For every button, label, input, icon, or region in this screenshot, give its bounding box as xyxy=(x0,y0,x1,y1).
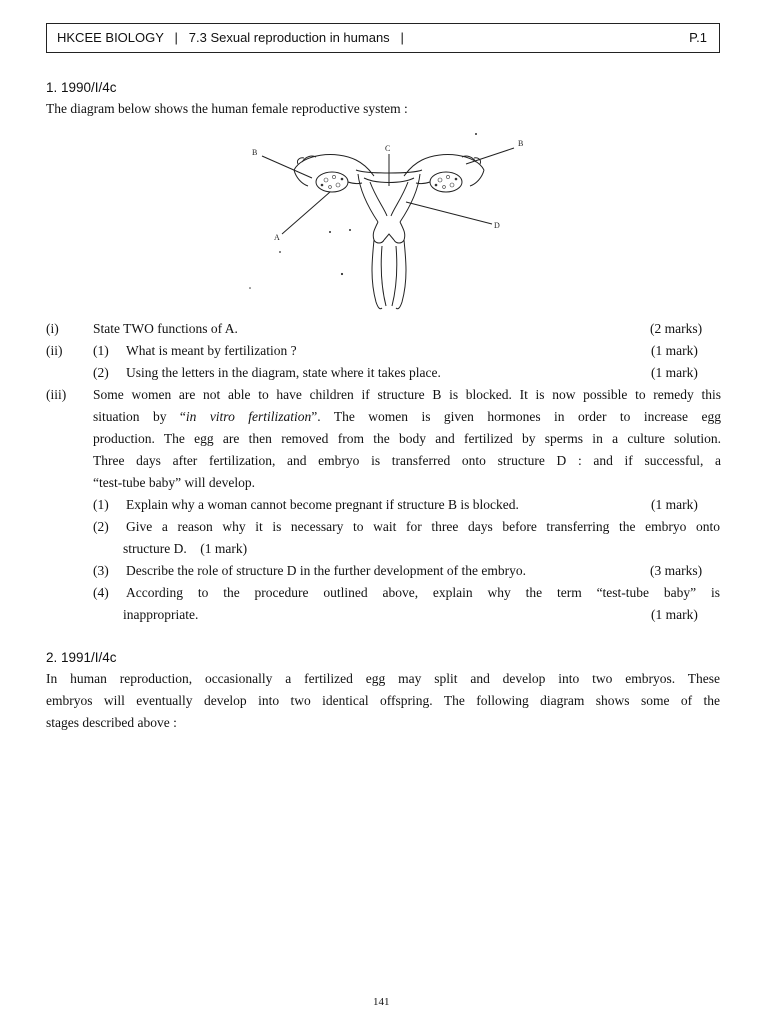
header-topic: 7.3 Sexual reproduction in humans xyxy=(188,30,390,45)
header-separator: | xyxy=(400,30,404,45)
q1-i-number: (i) xyxy=(46,321,59,336)
q1-iii-3-number: (3) xyxy=(93,563,109,578)
q1-ii-2-number: (2) xyxy=(93,365,109,380)
q1-iii-line-4: Three days after fertilization, and embryo is transferred onto structure D : and if successful, a xyxy=(93,453,721,468)
q1-iii-line-3: production. The egg are then removed from the body and fertilized by sperms in a culture solution. xyxy=(93,431,721,446)
diagram-label-a: A xyxy=(274,233,280,242)
q1-iii-1-number: (1) xyxy=(93,497,109,512)
q1-iii-4-marks: (1 mark) xyxy=(651,607,698,622)
header-left xyxy=(57,30,404,45)
q1-i-marks: (2 marks) xyxy=(650,321,703,336)
q1-iii-line-2: situation by “in vitro fertilization”. The women is given hormones in order to increase egg xyxy=(93,409,721,424)
q2-line-1: In human reproduction, occasionally a fertilized egg may split and develop into two embryos. These xyxy=(46,671,720,686)
q1-iii-line-5: “test-tube baby” will develop. xyxy=(93,475,255,490)
q1-iii-2-text-cont: structure D. (1 mark) xyxy=(123,541,248,556)
female-reproductive-system-diagram xyxy=(246,130,536,316)
q1-iii-1-text: Explain why a woman cannot become pregnant if structure B is blocked. xyxy=(126,497,519,512)
q1-iii-2-marks: (1 mark) xyxy=(200,541,248,556)
q1-iii-2-text: Give a reason why it is necessary to wait for three days before transferring the embryo onto xyxy=(126,519,720,534)
q1-iii-3-marks: (3 marks) xyxy=(650,563,703,578)
q2-code: 2. 1991/I/4c xyxy=(46,650,117,665)
q1-iii-2-number: (2) xyxy=(93,519,109,534)
term-in-vitro-fertilization: in vitro fertilization xyxy=(185,409,312,424)
q1-iii-number: (iii) xyxy=(46,387,67,402)
q1-ii-number: (ii) xyxy=(46,343,63,358)
q1-ii-1-text: What is meant by fertilization ? xyxy=(126,343,297,358)
q1-iii-4-text-cont: inappropriate. xyxy=(123,607,199,622)
q2-line-3: stages described above : xyxy=(46,715,177,730)
header-page-number: P.1 xyxy=(689,30,707,45)
q1-code: 1. 1990/I/4c xyxy=(46,80,117,95)
q1-iii-4-text: According to the procedure outlined above, explain why the term “test-tube baby” is xyxy=(126,585,720,600)
q1-i-text: State TWO functions of A. xyxy=(93,321,238,336)
footer-page-number: 141 xyxy=(373,996,390,1008)
q1-ii-1-marks: (1 mark) xyxy=(651,343,698,358)
q1-iii-line-1: Some women are not able to have children if structure B is blocked. It is now possible to remedy this xyxy=(93,387,721,402)
q1-iii-1-marks: (1 mark) xyxy=(651,497,698,512)
diagram-label-c: C xyxy=(385,144,391,153)
header-separator: | xyxy=(174,30,178,45)
diagram-label-d: D xyxy=(494,221,500,230)
header-subject: HKCEE BIOLOGY xyxy=(57,30,164,45)
q1-iii-4-number: (4) xyxy=(93,585,109,600)
diagram-label-b-right: B xyxy=(518,139,524,148)
q1-ii-2-text: Using the letters in the diagram, state where it takes place. xyxy=(126,365,441,380)
q1-ii-1-number: (1) xyxy=(93,343,109,358)
q1-ii-2-marks: (1 mark) xyxy=(651,365,698,380)
diagram-label-b-left: B xyxy=(252,148,258,157)
q2-line-2: embryos will eventually develop into two identical offspring. The following diagram shows some of the xyxy=(46,693,720,708)
page-header xyxy=(46,23,720,53)
q1-iii-3-text: Describe the role of structure D in the further development of the embryo. xyxy=(126,563,526,578)
q1-intro: The diagram below shows the human female reproductive system : xyxy=(46,101,408,116)
